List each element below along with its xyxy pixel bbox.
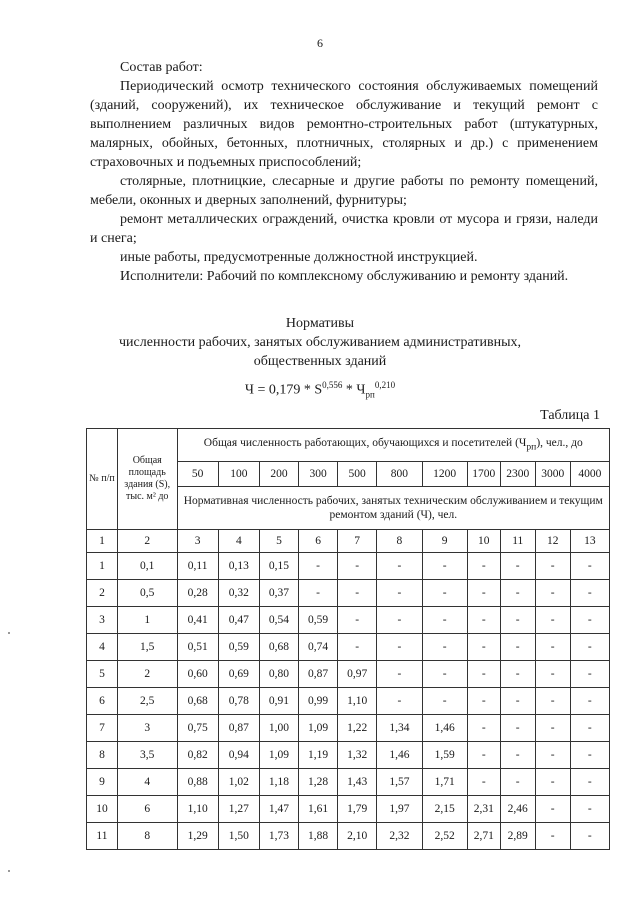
area-cell: 2,5 [117, 688, 177, 715]
paragraph-fence-roof-works: ремонт металлических ограждений, очистка кровли от мусора и грязи, наледи и снега; [90, 212, 598, 246]
staff-norm-cell: - [570, 823, 609, 850]
worker-count-header: 3000 [535, 462, 570, 487]
staff-norm-cell: 0,88 [177, 769, 218, 796]
staff-norm-cell: 0,59 [218, 634, 259, 661]
staff-norm-cell: 1,50 [218, 823, 259, 850]
staff-norm-cell: - [338, 634, 377, 661]
worker-count-header: 4000 [570, 462, 609, 487]
column-number: 7 [338, 530, 377, 553]
staff-norm-cell: 0,37 [259, 580, 298, 607]
column-number: 6 [299, 530, 338, 553]
column-number: 8 [377, 530, 422, 553]
staff-norm-cell: - [535, 796, 570, 823]
staff-norm-cell: - [500, 715, 535, 742]
staff-norm-cell: 0,47 [218, 607, 259, 634]
staff-norm-cell: 1,47 [259, 796, 298, 823]
formula-subscript: рп [365, 389, 375, 400]
staff-norm-cell: 0,87 [299, 661, 338, 688]
worker-count-header: 1700 [467, 462, 500, 487]
staff-norm-cell: - [570, 715, 609, 742]
staff-norm-cell: - [377, 553, 422, 580]
table-row [87, 742, 610, 769]
area-cell: 1 [117, 607, 177, 634]
staff-norm-cell: 0,97 [338, 661, 377, 688]
header-total-workers [177, 429, 609, 462]
formula-mid: * Ч [342, 382, 366, 398]
staff-norm-cell: 2,10 [338, 823, 377, 850]
header-building-area: Общая площадь здания (S), тыс. м² до [117, 429, 177, 530]
column-number: 13 [570, 530, 609, 553]
staff-norm-cell: 2,46 [500, 796, 535, 823]
staff-norm-cell: 0,99 [299, 688, 338, 715]
staff-norm-cell: - [467, 688, 500, 715]
table-row [87, 823, 610, 850]
staff-norm-cell: 1,59 [422, 742, 467, 769]
staff-norm-cell: 1,10 [177, 796, 218, 823]
staff-norm-cell: 1,28 [299, 769, 338, 796]
staff-norm-cell: 1,43 [338, 769, 377, 796]
staff-norm-cell: 1,73 [259, 823, 298, 850]
staff-norm-cell: 0,75 [177, 715, 218, 742]
staff-norm-cell: 0,74 [299, 634, 338, 661]
staff-norm-cell: - [500, 769, 535, 796]
row-number-cell: 11 [87, 823, 118, 850]
staff-norm-cell: - [377, 634, 422, 661]
worker-count-header: 50 [177, 462, 218, 487]
formula-exponent-area: 0,556 [322, 380, 343, 390]
table-row [87, 580, 610, 607]
staff-norm-cell: 1,46 [377, 742, 422, 769]
staff-norm-cell: 2,15 [422, 796, 467, 823]
area-cell: 4 [117, 769, 177, 796]
staff-norm-cell: - [467, 715, 500, 742]
staff-norm-cell: 1,29 [177, 823, 218, 850]
worker-count-header: 2300 [500, 462, 535, 487]
staff-norm-cell: - [299, 553, 338, 580]
formula-exponent-workers: 0,210 [374, 380, 396, 390]
table-row [87, 769, 610, 796]
staff-norm-cell: - [500, 661, 535, 688]
staff-norm-cell: 1,61 [299, 796, 338, 823]
formula-base: Ч = 0,179 * S [244, 382, 323, 398]
column-number: 12 [535, 530, 570, 553]
staff-norm-cell: - [467, 607, 500, 634]
staff-norm-cell: - [570, 796, 609, 823]
staff-norm-cell: - [535, 715, 570, 742]
page-number: 6 [317, 36, 323, 50]
staff-norm-cell: - [377, 607, 422, 634]
table-row [87, 553, 610, 580]
paragraph-performers: Исполнители: Рабочий по комплексному обслуживанию и ремонту зданий. [120, 269, 569, 284]
staff-norm-cell: - [570, 688, 609, 715]
staff-norm-cell: - [500, 553, 535, 580]
staff-norm-cell: 1,88 [299, 823, 338, 850]
staff-norm-cell: - [570, 607, 609, 634]
area-cell: 3 [117, 715, 177, 742]
staff-norm-cell: - [535, 661, 570, 688]
staff-norm-cell: 0,32 [218, 580, 259, 607]
row-number-cell: 4 [87, 634, 118, 661]
worker-count-header: 1200 [422, 462, 467, 487]
staff-norm-cell: - [500, 634, 535, 661]
staff-norm-cell: 1,57 [377, 769, 422, 796]
row-number-cell: 10 [87, 796, 118, 823]
staff-norm-cell: 2,32 [377, 823, 422, 850]
row-number-cell: 5 [87, 661, 118, 688]
area-cell: 0,5 [117, 580, 177, 607]
staff-norm-cell: 0,94 [218, 742, 259, 769]
staff-norm-cell: 1,09 [259, 742, 298, 769]
staff-norm-cell: - [377, 580, 422, 607]
staff-norm-cell: - [467, 742, 500, 769]
staff-norm-cell: - [467, 553, 500, 580]
row-number-cell: 6 [87, 688, 118, 715]
staff-norm-cell: - [338, 553, 377, 580]
staff-norm-cell: 1,32 [338, 742, 377, 769]
staff-norm-cell: - [535, 607, 570, 634]
work-description [90, 58, 598, 286]
row-number-cell: 3 [87, 607, 118, 634]
staff-norm-cell: - [535, 769, 570, 796]
column-number: 11 [500, 530, 535, 553]
column-number: 5 [259, 530, 298, 553]
staff-norm-cell: - [422, 553, 467, 580]
staff-norm-cell: - [570, 634, 609, 661]
header-total-workers-tail: ), чел., до [536, 436, 583, 449]
staff-norm-cell: - [422, 661, 467, 688]
area-cell: 6 [117, 796, 177, 823]
staff-norm-cell: 0,82 [177, 742, 218, 769]
staff-norm-cell: - [500, 580, 535, 607]
staff-norm-cell: - [467, 634, 500, 661]
staff-norm-cell: - [570, 769, 609, 796]
staff-norm-cell: 0,54 [259, 607, 298, 634]
column-number: 2 [117, 530, 177, 553]
column-number: 3 [177, 530, 218, 553]
staff-norm-cell: 1,97 [377, 796, 422, 823]
staff-norm-cell: - [422, 634, 467, 661]
paragraph-work-list-title: Состав работ: [120, 60, 203, 75]
staff-norm-cell: 0,13 [218, 553, 259, 580]
staff-norm-cell: - [570, 661, 609, 688]
staff-norm-cell: 0,15 [259, 553, 298, 580]
staff-norm-cell: 2,52 [422, 823, 467, 850]
staff-norm-cell: 0,41 [177, 607, 218, 634]
column-number: 9 [422, 530, 467, 553]
area-cell: 8 [117, 823, 177, 850]
heading-subtitle-line1: численности рабочих, занятых обслуживанием административных, [119, 335, 521, 350]
staff-norm-cell: - [422, 688, 467, 715]
header-row-number: № п/п [87, 429, 118, 530]
staff-norm-cell: - [500, 742, 535, 769]
staff-norm-cell: - [299, 580, 338, 607]
area-cell: 3,5 [117, 742, 177, 769]
area-cell: 0,1 [117, 553, 177, 580]
staff-norm-cell: 1,02 [218, 769, 259, 796]
paragraph-other-works: иные работы, предусмотренные должностной инструкцией. [120, 250, 478, 265]
staff-norm-cell: - [467, 661, 500, 688]
staff-norm-cell: 1,34 [377, 715, 422, 742]
table-row [87, 661, 610, 688]
staff-norm-cell: - [535, 580, 570, 607]
norms-table [86, 428, 610, 850]
paragraph-periodic-inspection: Периодический осмотр технического состояния обслуживаемых помещений (зданий, сооружений), их техническое обслуживание и текущий ремонт с выполнением различных видов ремонтно-строительных работ (штукатурных, малярных, обойных, бетонных, плотничных, столярных и др.) с применением страховочных и подъемных приспособлений; [90, 79, 598, 170]
staff-norm-cell: 0,78 [218, 688, 259, 715]
worker-count-header: 100 [218, 462, 259, 487]
staff-norm-cell: - [377, 688, 422, 715]
area-cell: 1,5 [117, 634, 177, 661]
area-cell: 2 [117, 661, 177, 688]
staff-norm-cell: - [535, 553, 570, 580]
worker-count-header: 800 [377, 462, 422, 487]
row-number-cell: 8 [87, 742, 118, 769]
staff-norm-cell: 0,60 [177, 661, 218, 688]
column-number: 4 [218, 530, 259, 553]
staff-norm-cell: 1,18 [259, 769, 298, 796]
staff-norm-cell: - [467, 769, 500, 796]
staff-norm-cell: - [535, 688, 570, 715]
staff-norm-cell: - [570, 553, 609, 580]
table-row [87, 796, 610, 823]
staff-norm-cell: - [570, 742, 609, 769]
staff-norm-cell: 0,59 [299, 607, 338, 634]
staff-norm-cell: - [535, 742, 570, 769]
staff-norm-cell: - [500, 607, 535, 634]
staff-norm-cell: - [338, 580, 377, 607]
staff-norm-cell: 0,69 [218, 661, 259, 688]
staffing-formula [0, 380, 640, 399]
row-number-cell: 9 [87, 769, 118, 796]
staff-norm-cell: 1,46 [422, 715, 467, 742]
worker-count-header: 300 [299, 462, 338, 487]
staff-norm-cell: 0,28 [177, 580, 218, 607]
header-total-workers-sub: рп [526, 441, 537, 453]
staff-norm-cell: 2,89 [500, 823, 535, 850]
staff-norm-cell: 0,91 [259, 688, 298, 715]
staff-norm-cell: 0,51 [177, 634, 218, 661]
staff-norm-cell: 0,11 [177, 553, 218, 580]
scan-mark [8, 632, 10, 634]
worker-count-header: 500 [338, 462, 377, 487]
table-row [87, 634, 610, 661]
staff-norm-cell: - [535, 823, 570, 850]
heading-subtitle-line2: общественных зданий [253, 354, 387, 369]
staff-norm-cell: - [338, 607, 377, 634]
staff-norm-cell: 1,00 [259, 715, 298, 742]
staff-norm-cell: 0,80 [259, 661, 298, 688]
staff-norm-cell: 0,68 [177, 688, 218, 715]
column-number: 10 [467, 530, 500, 553]
staff-norm-cell: 1,19 [299, 742, 338, 769]
staff-norm-cell: - [422, 607, 467, 634]
staff-norm-cell: 1,09 [299, 715, 338, 742]
table-caption: Таблица 1 [540, 408, 600, 423]
worker-count-header: 200 [259, 462, 298, 487]
row-number-cell: 1 [87, 553, 118, 580]
staff-norm-cell: 1,71 [422, 769, 467, 796]
column-number: 1 [87, 530, 118, 553]
staff-norm-cell: 1,79 [338, 796, 377, 823]
header-normative-staff: Нормативная численность рабочих, занятых техническим обслуживанием и текущим ремонтом зданий (Ч), чел. [177, 487, 609, 530]
staff-norm-cell: - [422, 580, 467, 607]
staff-norm-cell: 2,31 [467, 796, 500, 823]
heading-title: Нормативы [285, 316, 355, 331]
table-row [87, 688, 610, 715]
paragraph-carpentry-works: столярные, плотницкие, слесарные и другие работы по ремонту помещений, мебели, оконных и дверных заполнений, фурнитуры; [90, 174, 598, 208]
table-row [87, 715, 610, 742]
staff-norm-cell: - [500, 688, 535, 715]
staff-norm-cell: - [535, 634, 570, 661]
staff-norm-cell: 0,68 [259, 634, 298, 661]
row-number-cell: 2 [87, 580, 118, 607]
row-number-cell: 7 [87, 715, 118, 742]
staff-norm-cell: - [570, 580, 609, 607]
staff-norm-cell: 2,71 [467, 823, 500, 850]
staff-norm-cell: 1,10 [338, 688, 377, 715]
scan-mark [8, 870, 10, 872]
staff-norm-cell: - [467, 580, 500, 607]
staff-norm-cell: - [377, 661, 422, 688]
staff-norm-cell: 1,27 [218, 796, 259, 823]
table-row [87, 607, 610, 634]
staff-norm-cell: 1,22 [338, 715, 377, 742]
header-total-workers-main: Общая численность работающих, обучающихся и посетителей (Ч [203, 436, 527, 449]
staff-norm-cell: 0,87 [218, 715, 259, 742]
